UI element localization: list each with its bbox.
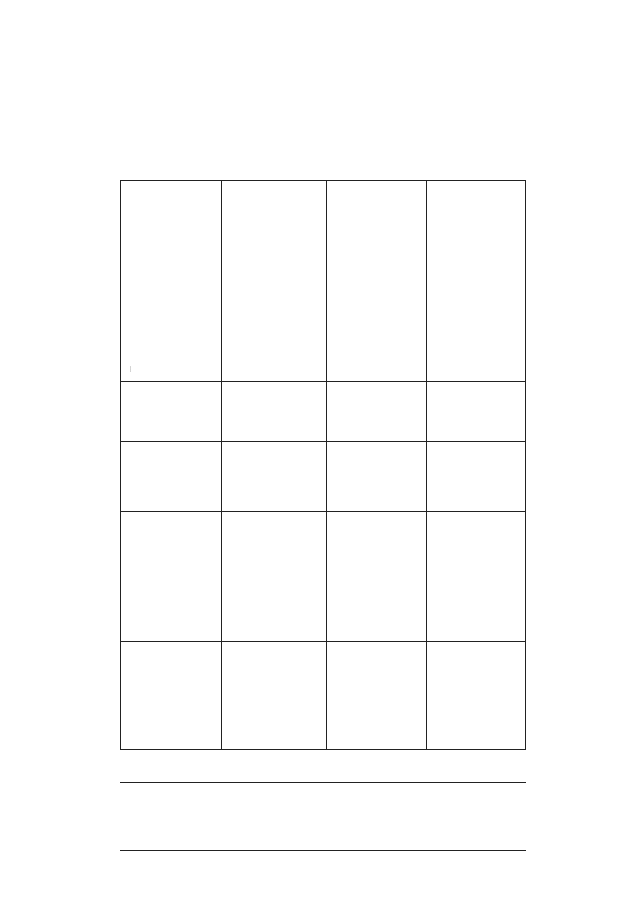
column-divider bbox=[221, 181, 222, 749]
row-divider bbox=[121, 441, 525, 442]
row-divider bbox=[121, 511, 525, 512]
column-divider bbox=[426, 181, 427, 749]
table-cell: … bbox=[127, 366, 133, 372]
rotated-table bbox=[120, 180, 526, 750]
column-divider bbox=[326, 181, 327, 749]
footer-rule bbox=[120, 782, 526, 783]
row-divider bbox=[121, 641, 525, 642]
row-divider bbox=[121, 381, 525, 382]
footer-rule bbox=[120, 850, 526, 851]
